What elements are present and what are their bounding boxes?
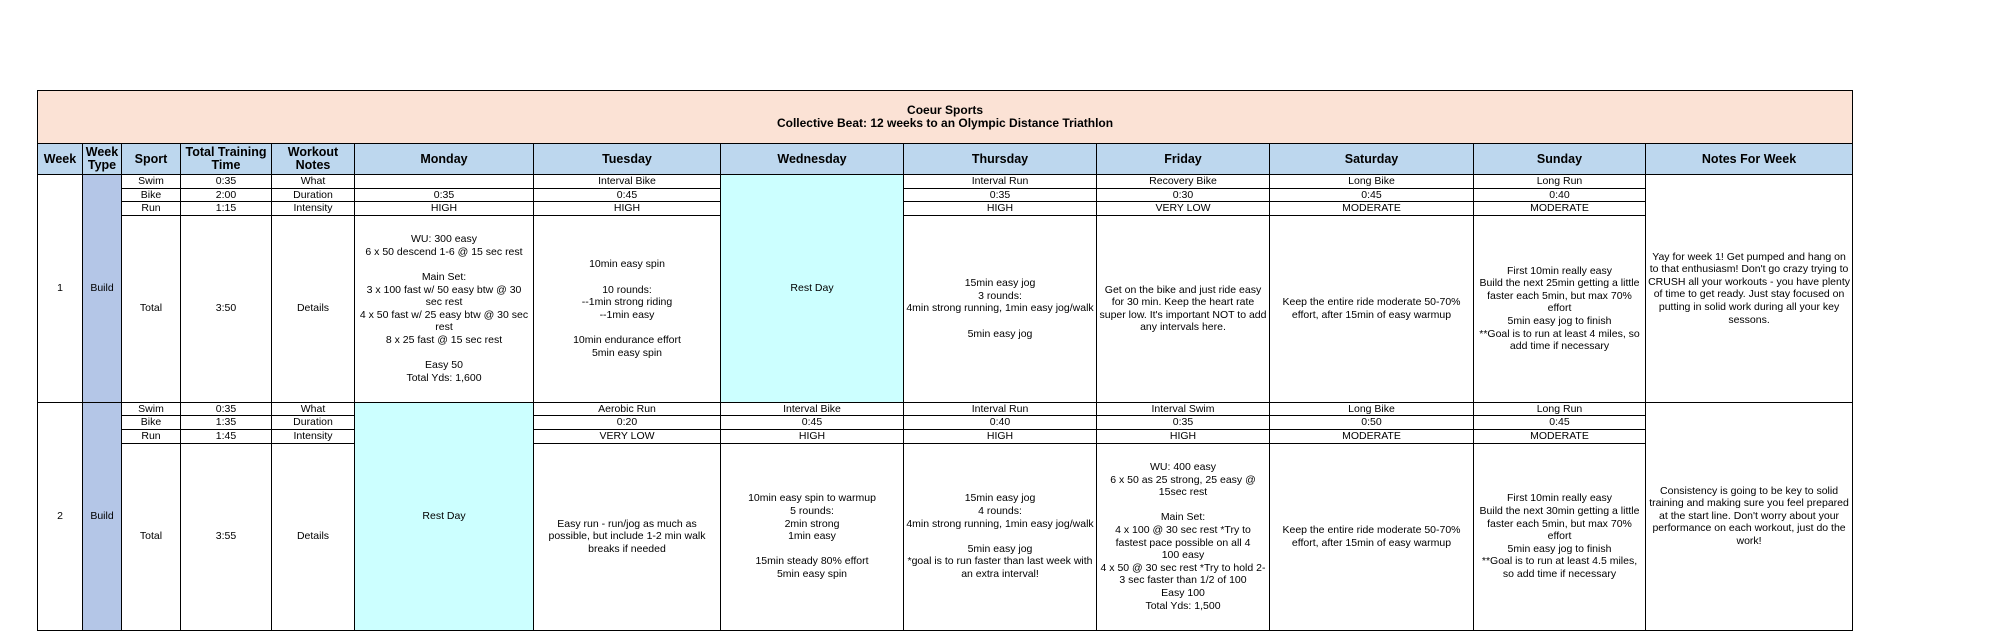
header-friday: Friday [1097, 144, 1270, 175]
workout-note-cell: Duration [272, 416, 355, 430]
sunday-what: Long Run [1474, 175, 1646, 189]
friday-intensity: HIGH [1097, 429, 1270, 443]
friday-what: Interval Swim [1097, 402, 1270, 416]
header-total-training-time: Total Training Time [181, 144, 272, 175]
workout-note-cell: What [272, 402, 355, 416]
friday-intensity: VERY LOW [1097, 202, 1270, 216]
workout-note-cell: Details [272, 215, 355, 402]
time-cell: 3:50 [181, 215, 272, 402]
week1-total-row [38, 215, 1853, 402]
saturday-details: Keep the entire ride moderate 50-70% effort, after 15min of easy warmup [1270, 443, 1474, 630]
workout-note-cell: Duration [272, 188, 355, 202]
sunday-what: Long Run [1474, 402, 1646, 416]
friday-details: Get on the bike and just ride easy for 30 min. Keep the heart rate super low. It's important NOT to add any intervals here. [1097, 215, 1270, 402]
saturday-duration: 0:45 [1270, 188, 1474, 202]
time-cell: 0:35 [181, 402, 272, 416]
friday-details: WU: 400 easy 6 x 50 as 25 strong, 25 easy @ 15sec rest Main Set: 4 x 100 @ 30 sec rest *Try to fastest pace possible on all 4 100 easy 4 x 50 @ 30 sec rest *Try to hold 2-3 sec faster than 1/2 of 100 Easy 100 Total Yds: 1,500 [1097, 443, 1270, 630]
wednesday-duration: 0:45 [721, 416, 904, 430]
sport-cell: Run [122, 202, 181, 216]
sport-cell: Bike [122, 416, 181, 430]
sunday-details: First 10min really easy Build the next 30min getting a little faster each 5min, but max 70% effort 5min easy jog to finish **Goal is to run at least 4.5 miles, so add time if necessary [1474, 443, 1646, 630]
sport-cell: Swim [122, 402, 181, 416]
week2-swim-row [38, 402, 1853, 416]
time-cell: 1:45 [181, 429, 272, 443]
friday-duration: 0:30 [1097, 188, 1270, 202]
thursday-what: Interval Run [904, 402, 1097, 416]
week-notes: Yay for week 1! Get pumped and hang on to that enthusiasm! Don't go crazy trying to CRUSH all your workouts - you have plenty of time to get ready. Just stay focused on putting in solid work during all your key sessons. [1646, 175, 1853, 403]
workout-note-cell: Intensity [272, 429, 355, 443]
header-sunday: Sunday [1474, 144, 1646, 175]
week-type: Build [83, 402, 122, 630]
saturday-intensity: MODERATE [1270, 429, 1474, 443]
tuesday-intensity: HIGH [534, 202, 721, 216]
time-cell: 1:35 [181, 416, 272, 430]
tuesday-duration: 0:20 [534, 416, 721, 430]
saturday-details: Keep the entire ride moderate 50-70% effort, after 15min of easy warmup [1270, 215, 1474, 402]
training-plan-table [37, 90, 1853, 631]
friday-what: Recovery Bike [1097, 175, 1270, 189]
thursday-duration: 0:40 [904, 416, 1097, 430]
tuesday-duration: 0:45 [534, 188, 721, 202]
thursday-what: Interval Run [904, 175, 1097, 189]
thursday-duration: 0:35 [904, 188, 1097, 202]
monday-duration: 0:35 [355, 188, 534, 202]
saturday-intensity: MODERATE [1270, 202, 1474, 216]
week1-swim-row [38, 175, 1853, 189]
sport-cell: Swim [122, 175, 181, 189]
saturday-what: Long Bike [1270, 402, 1474, 416]
sport-cell: Run [122, 429, 181, 443]
wednesday-what: Interval Bike [721, 402, 904, 416]
workout-note-cell: What [272, 175, 355, 189]
wednesday-rest-day: Rest Day [721, 175, 904, 403]
monday-rest-day: Rest Day [355, 402, 534, 630]
week2-total-row [38, 443, 1853, 630]
sunday-intensity: MODERATE [1474, 202, 1646, 216]
workout-note-cell: Intensity [272, 202, 355, 216]
sunday-duration: 0:45 [1474, 416, 1646, 430]
workout-note-cell: Details [272, 443, 355, 630]
week1-run-row [38, 202, 1853, 216]
wednesday-intensity: HIGH [721, 429, 904, 443]
header-week: Week [38, 144, 83, 175]
week-notes: Consistency is going to be key to solid training and making sure you feel prepared at the start line. Don't worry about your performance on each workout, just do the work! [1646, 402, 1853, 630]
week-type: Build [83, 175, 122, 403]
header-thursday: Thursday [904, 144, 1097, 175]
sunday-duration: 0:40 [1474, 188, 1646, 202]
sunday-intensity: MODERATE [1474, 429, 1646, 443]
time-cell: 2:00 [181, 188, 272, 202]
time-cell: 0:35 [181, 175, 272, 189]
thursday-intensity: HIGH [904, 429, 1097, 443]
header-sport: Sport [122, 144, 181, 175]
sheet-title-line1: Coeur Sports [907, 103, 984, 118]
week2-run-row [38, 429, 1853, 443]
sheet-title-line2: Collective Beat: 12 weeks to an Olympic Distance Triathlon [776, 116, 1114, 130]
week-number: 2 [38, 402, 83, 630]
monday-what [355, 175, 534, 189]
header-week-type: Week Type [83, 144, 122, 175]
saturday-duration: 0:50 [1270, 416, 1474, 430]
sport-cell: Total [122, 215, 181, 402]
wednesday-details: 10min easy spin to warmup 5 rounds: 2min strong 1min easy 15min steady 80% effort 5min easy spin [721, 443, 904, 630]
thursday-details: 15min easy jog 4 rounds: 4min strong running, 1min easy jog/walk 5min easy jog *goal is to run faster than last week with an extra interval! [904, 443, 1097, 630]
header-saturday: Saturday [1270, 144, 1474, 175]
tuesday-what: Interval Bike [534, 175, 721, 189]
time-cell: 3:55 [181, 443, 272, 630]
thursday-details: 15min easy jog 3 rounds: 4min strong running, 1min easy jog/walk 5min easy jog [904, 215, 1097, 402]
sunday-details: First 10min really easy Build the next 25min getting a little faster each 5min, but max 70% effort 5min easy jog to finish **Goal is to run at least 4 miles, so add time if necessary [1474, 215, 1646, 402]
thursday-intensity: HIGH [904, 202, 1097, 216]
monday-details: WU: 300 easy 6 x 50 descend 1-6 @ 15 sec rest Main Set: 3 x 100 fast w/ 50 easy btw @ 30 sec rest 4 x 50 fast w/ 25 easy btw @ 30 sec rest 8 x 25 fast @ 15 sec rest Easy 50 Total Yds: 1,600 [355, 215, 534, 402]
tuesday-intensity: VERY LOW [534, 429, 721, 443]
header-monday: Monday [355, 144, 534, 175]
tuesday-details: 10min easy spin 10 rounds: --1min strong riding --1min easy 10min endurance effort 5min easy spin [534, 215, 721, 402]
friday-duration: 0:35 [1097, 416, 1270, 430]
sheet-title [38, 91, 1853, 144]
week2-bike-row [38, 416, 1853, 430]
week-number: 1 [38, 175, 83, 403]
header-notes-for-week: Notes For Week [1646, 144, 1853, 175]
header-wednesday: Wednesday [721, 144, 904, 175]
tuesday-what: Aerobic Run [534, 402, 721, 416]
time-cell: 1:15 [181, 202, 272, 216]
saturday-what: Long Bike [1270, 175, 1474, 189]
monday-intensity: HIGH [355, 202, 534, 216]
tuesday-details: Easy run - run/jog as much as possible, but include 1-2 min walk breaks if needed [534, 443, 721, 630]
header-row [38, 144, 1853, 175]
sport-cell: Bike [122, 188, 181, 202]
header-tuesday: Tuesday [534, 144, 721, 175]
week1-bike-row [38, 188, 1853, 202]
sport-cell: Total [122, 443, 181, 630]
header-workout-notes: Workout Notes [272, 144, 355, 175]
